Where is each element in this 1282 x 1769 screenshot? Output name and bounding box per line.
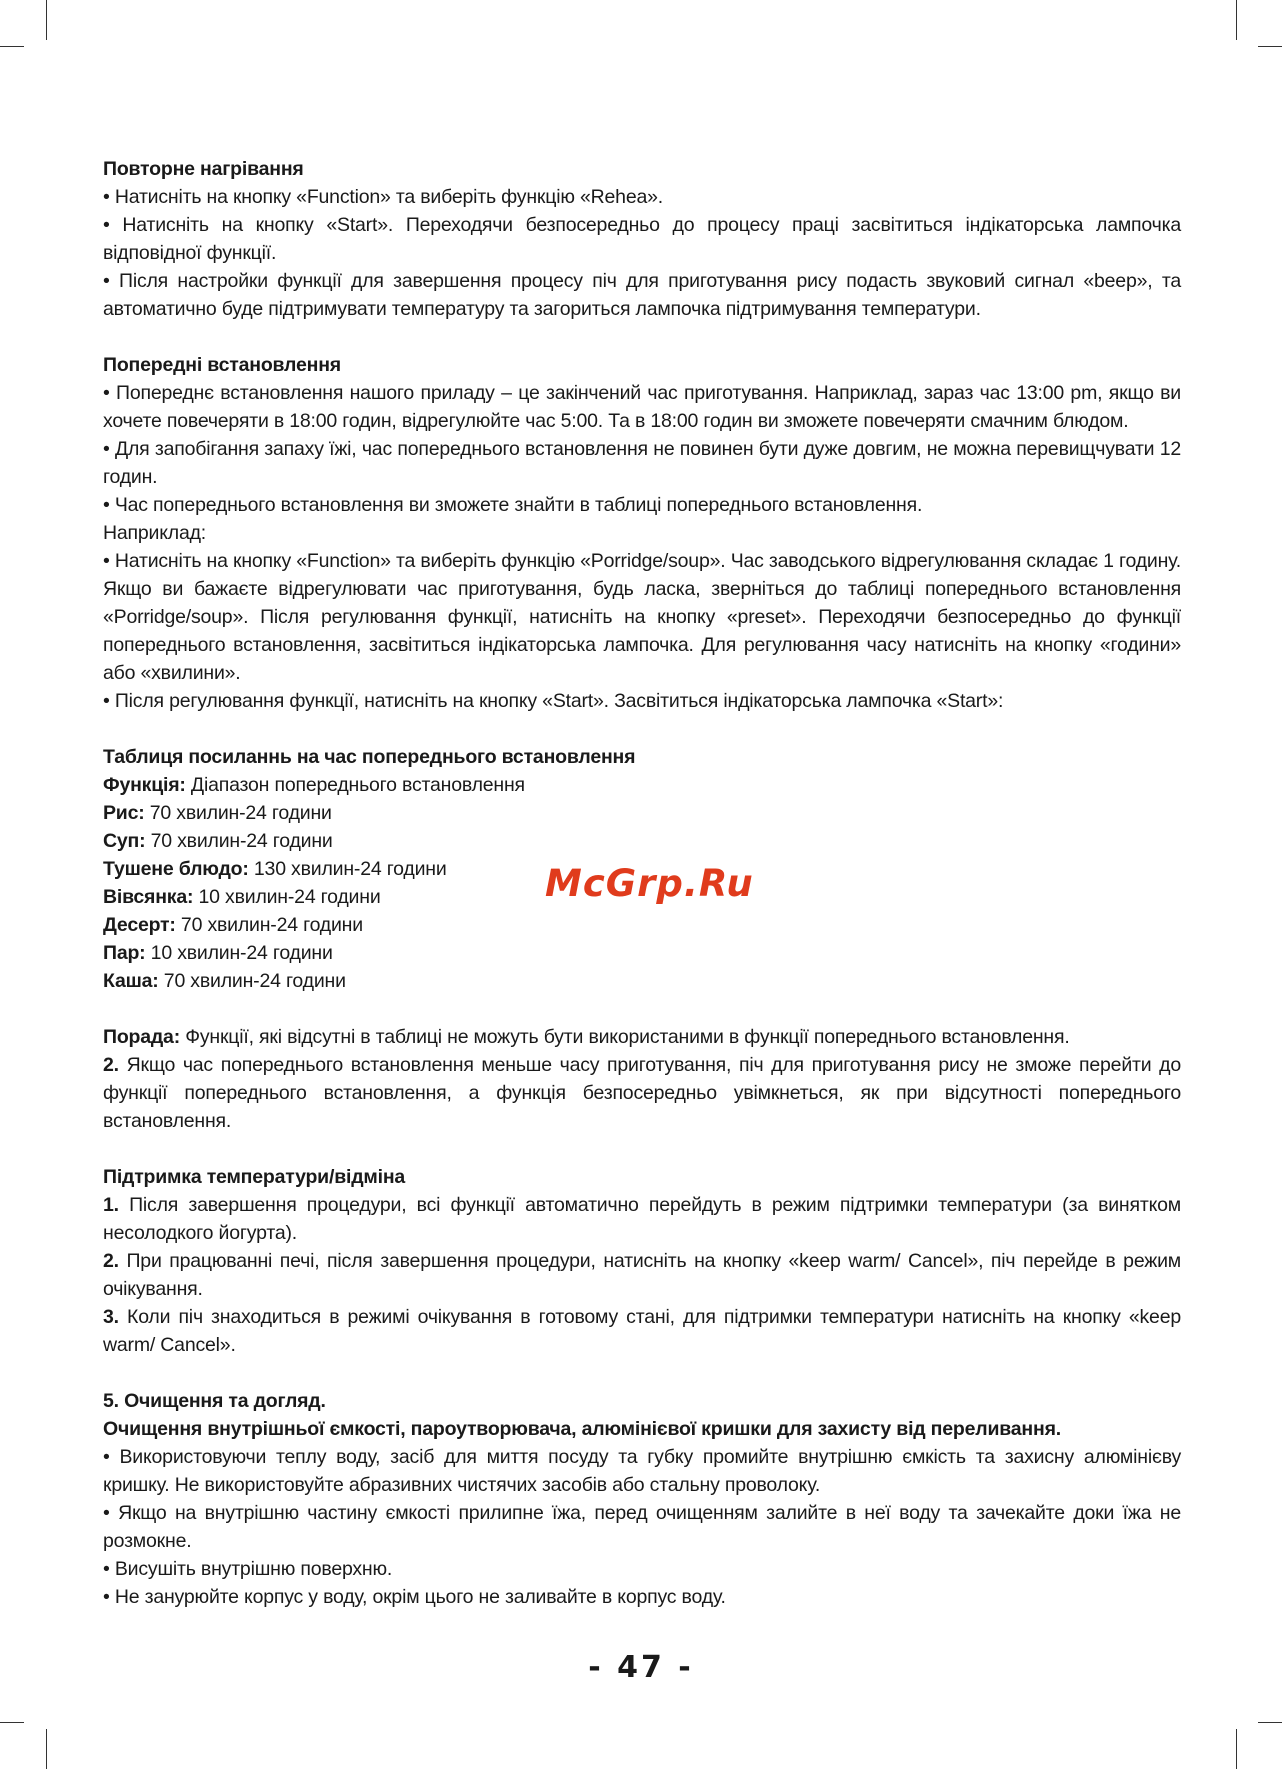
list-item: • Натисніть на кнопку «Function» та виберіть функцію «Porridge/soup». Час заводського відрегулювання складає 1 годину. Якщо ви бажаєте відрегулювати час приготування, будь ласка, зверніться до таблиці попереднього встановлення «Porridge/soup». Після регулювання функції, натисніть на кнопку «preset». Переходячи безпосередньо до функції попереднього встановлення, засвітиться індікаторська лампочка. Для регулювання часу натисніть на кнопку «години» або «хвилини». bbox=[103, 550, 1181, 684]
row-value: 10 хвилин-24 години bbox=[193, 886, 381, 908]
note-paragraph bbox=[103, 1051, 1181, 1135]
row-value: 130 хвилин-24 години bbox=[248, 858, 447, 880]
list-item: • Для запобігання запаху їжі, час попереднього встановлення не повинен бути дуже довгим, не можна перевищчувати 12 годин. bbox=[103, 438, 1181, 488]
table-row bbox=[103, 967, 1181, 995]
row-value: 70 хвилин-24 години bbox=[158, 970, 346, 992]
section-heading-table: Таблиця посиланнь на час попереднього встановлення bbox=[103, 746, 636, 768]
row-label: Десерт: bbox=[103, 914, 176, 936]
crop-mark bbox=[0, 46, 24, 47]
item-number: 3. bbox=[103, 1306, 119, 1328]
list-item: • Натисніть на кнопку «Start». Переходячи безпосередньо до процесу праці засвітиться індікаторська лампочка відповідної функції. bbox=[103, 214, 1181, 264]
crop-mark bbox=[1236, 1729, 1237, 1769]
row-value: 70 хвилин-24 години bbox=[144, 802, 332, 824]
tip-text: Функції, які відсутні в таблиці не можуть бути використаними в функції попереднього встановлення. bbox=[180, 1026, 1070, 1048]
section-heading-preset: Попередні встановлення bbox=[103, 354, 341, 376]
table-row bbox=[103, 911, 1181, 939]
item-text: Коли піч знаходиться в режимі очікування в готовому стані, для підтримки температури натисніть на кнопку «keep warm/ Cancel». bbox=[103, 1306, 1181, 1356]
row-label: Суп: bbox=[103, 830, 146, 852]
list-item bbox=[103, 1247, 1181, 1303]
section-heading-reheat: Повторне нагрівання bbox=[103, 158, 304, 180]
list-item: • Натисніть на кнопку «Function» та виберіть функцію «Rehea». bbox=[103, 186, 663, 208]
list-item: • Після регулювання функції, натисніть на кнопку «Start». Засвітиться індікаторська лампочка «Start»: bbox=[103, 690, 1004, 712]
tip-label: Порада: bbox=[103, 1026, 180, 1048]
item-number: 2. bbox=[103, 1250, 119, 1272]
list-item: • Якщо на внутрішню частину ємкості прилипне їжа, перед очищенням залийте в неї воду та зачекайте доки їжа не розмокне. bbox=[103, 1502, 1181, 1552]
list-item: • Висушіть внутрішню поверхню. bbox=[103, 1558, 393, 1580]
row-label: Каша: bbox=[103, 970, 159, 992]
note-number: 2. bbox=[103, 1054, 119, 1076]
row-label: Рис: bbox=[103, 802, 145, 824]
crop-mark bbox=[1258, 1722, 1282, 1723]
list-item: • Час попереднього встановлення ви зможете знайти в таблиці попереднього встановлення. bbox=[103, 494, 923, 516]
row-value: Діапазон попереднього встановлення bbox=[185, 774, 525, 796]
crop-mark bbox=[0, 1722, 24, 1723]
watermark: McGrp.Ru bbox=[545, 862, 754, 905]
row-value: 70 хвилин-24 години bbox=[175, 914, 363, 936]
section-subheading-cleaning: Очищення внутрішньої ємкості, пароутворювача, алюмінієвої кришки для захисту від переливання. bbox=[103, 1418, 1061, 1440]
crop-mark bbox=[46, 1729, 47, 1769]
list-item: • Не занурюйте корпус у воду, окрім цього не заливайте в корпус воду. bbox=[103, 1586, 726, 1608]
list-item: • Попереднє встановлення нашого приладу – це закінчений час приготування. Наприклад, зараз час 13:00 pm, якщо ви хочете повечеряти в 18:00 годин, відрегулюйте час 5:00. Та в 18:00 годин ви зможете повечеряти смачним блюдом. bbox=[103, 382, 1181, 432]
row-label: Функція: bbox=[103, 774, 186, 796]
table-row bbox=[103, 771, 1181, 799]
item-text: Після завершення процедури, всі функції автоматично перейдуть в режим підтримки температури (за винятком несолодкого йогурта). bbox=[103, 1194, 1181, 1244]
item-number: 1. bbox=[103, 1194, 119, 1216]
table-row bbox=[103, 827, 1181, 855]
page-number: - 47 - bbox=[588, 1650, 694, 1685]
note-text: Якщо час попереднього встановлення меньше часу приготування, піч для приготування рису не зможе перейти до функції попереднього встановлення, а функція безпосередньо увімкнеться, як при відсутності попереднього встановлення. bbox=[103, 1054, 1181, 1132]
section-heading-cleaning: 5. Очищення та догляд. bbox=[103, 1390, 326, 1412]
crop-mark bbox=[46, 0, 47, 40]
item-text: При працюванні печі, після завершення процедури, натисніть на кнопку «keep warm/ Cancel», піч перейде в режим очікування. bbox=[103, 1250, 1181, 1300]
row-label: Тушене блюдо: bbox=[103, 858, 249, 880]
row-label: Пар: bbox=[103, 942, 146, 964]
tip-paragraph bbox=[103, 1023, 1181, 1051]
row-label: Вівсянка: bbox=[103, 886, 194, 908]
row-value: 70 хвилин-24 години bbox=[145, 830, 333, 852]
crop-mark bbox=[1258, 46, 1282, 47]
list-item: • Після настройки функції для завершення процесу піч для приготування рису подасть звуковий сигнал «beep», та автоматично буде підтримувати температуру та загориться лампочка підтримування температури. bbox=[103, 270, 1181, 320]
list-item: Наприклад: bbox=[103, 522, 206, 544]
row-value: 10 хвилин-24 години bbox=[145, 942, 333, 964]
list-item bbox=[103, 1191, 1181, 1247]
list-item bbox=[103, 1303, 1181, 1359]
crop-mark bbox=[1236, 0, 1237, 40]
section-heading-keepwarm: Підтримка температури/відміна bbox=[103, 1166, 406, 1188]
table-row bbox=[103, 799, 1181, 827]
table-row bbox=[103, 939, 1181, 967]
list-item: • Використовуючи теплу воду, засіб для миття посуду та губку промийте внутрішню ємкість та захисну алюмінієву кришку. Не використовуйте абразивних чистячих засобів або стальну проволоку. bbox=[103, 1446, 1181, 1496]
